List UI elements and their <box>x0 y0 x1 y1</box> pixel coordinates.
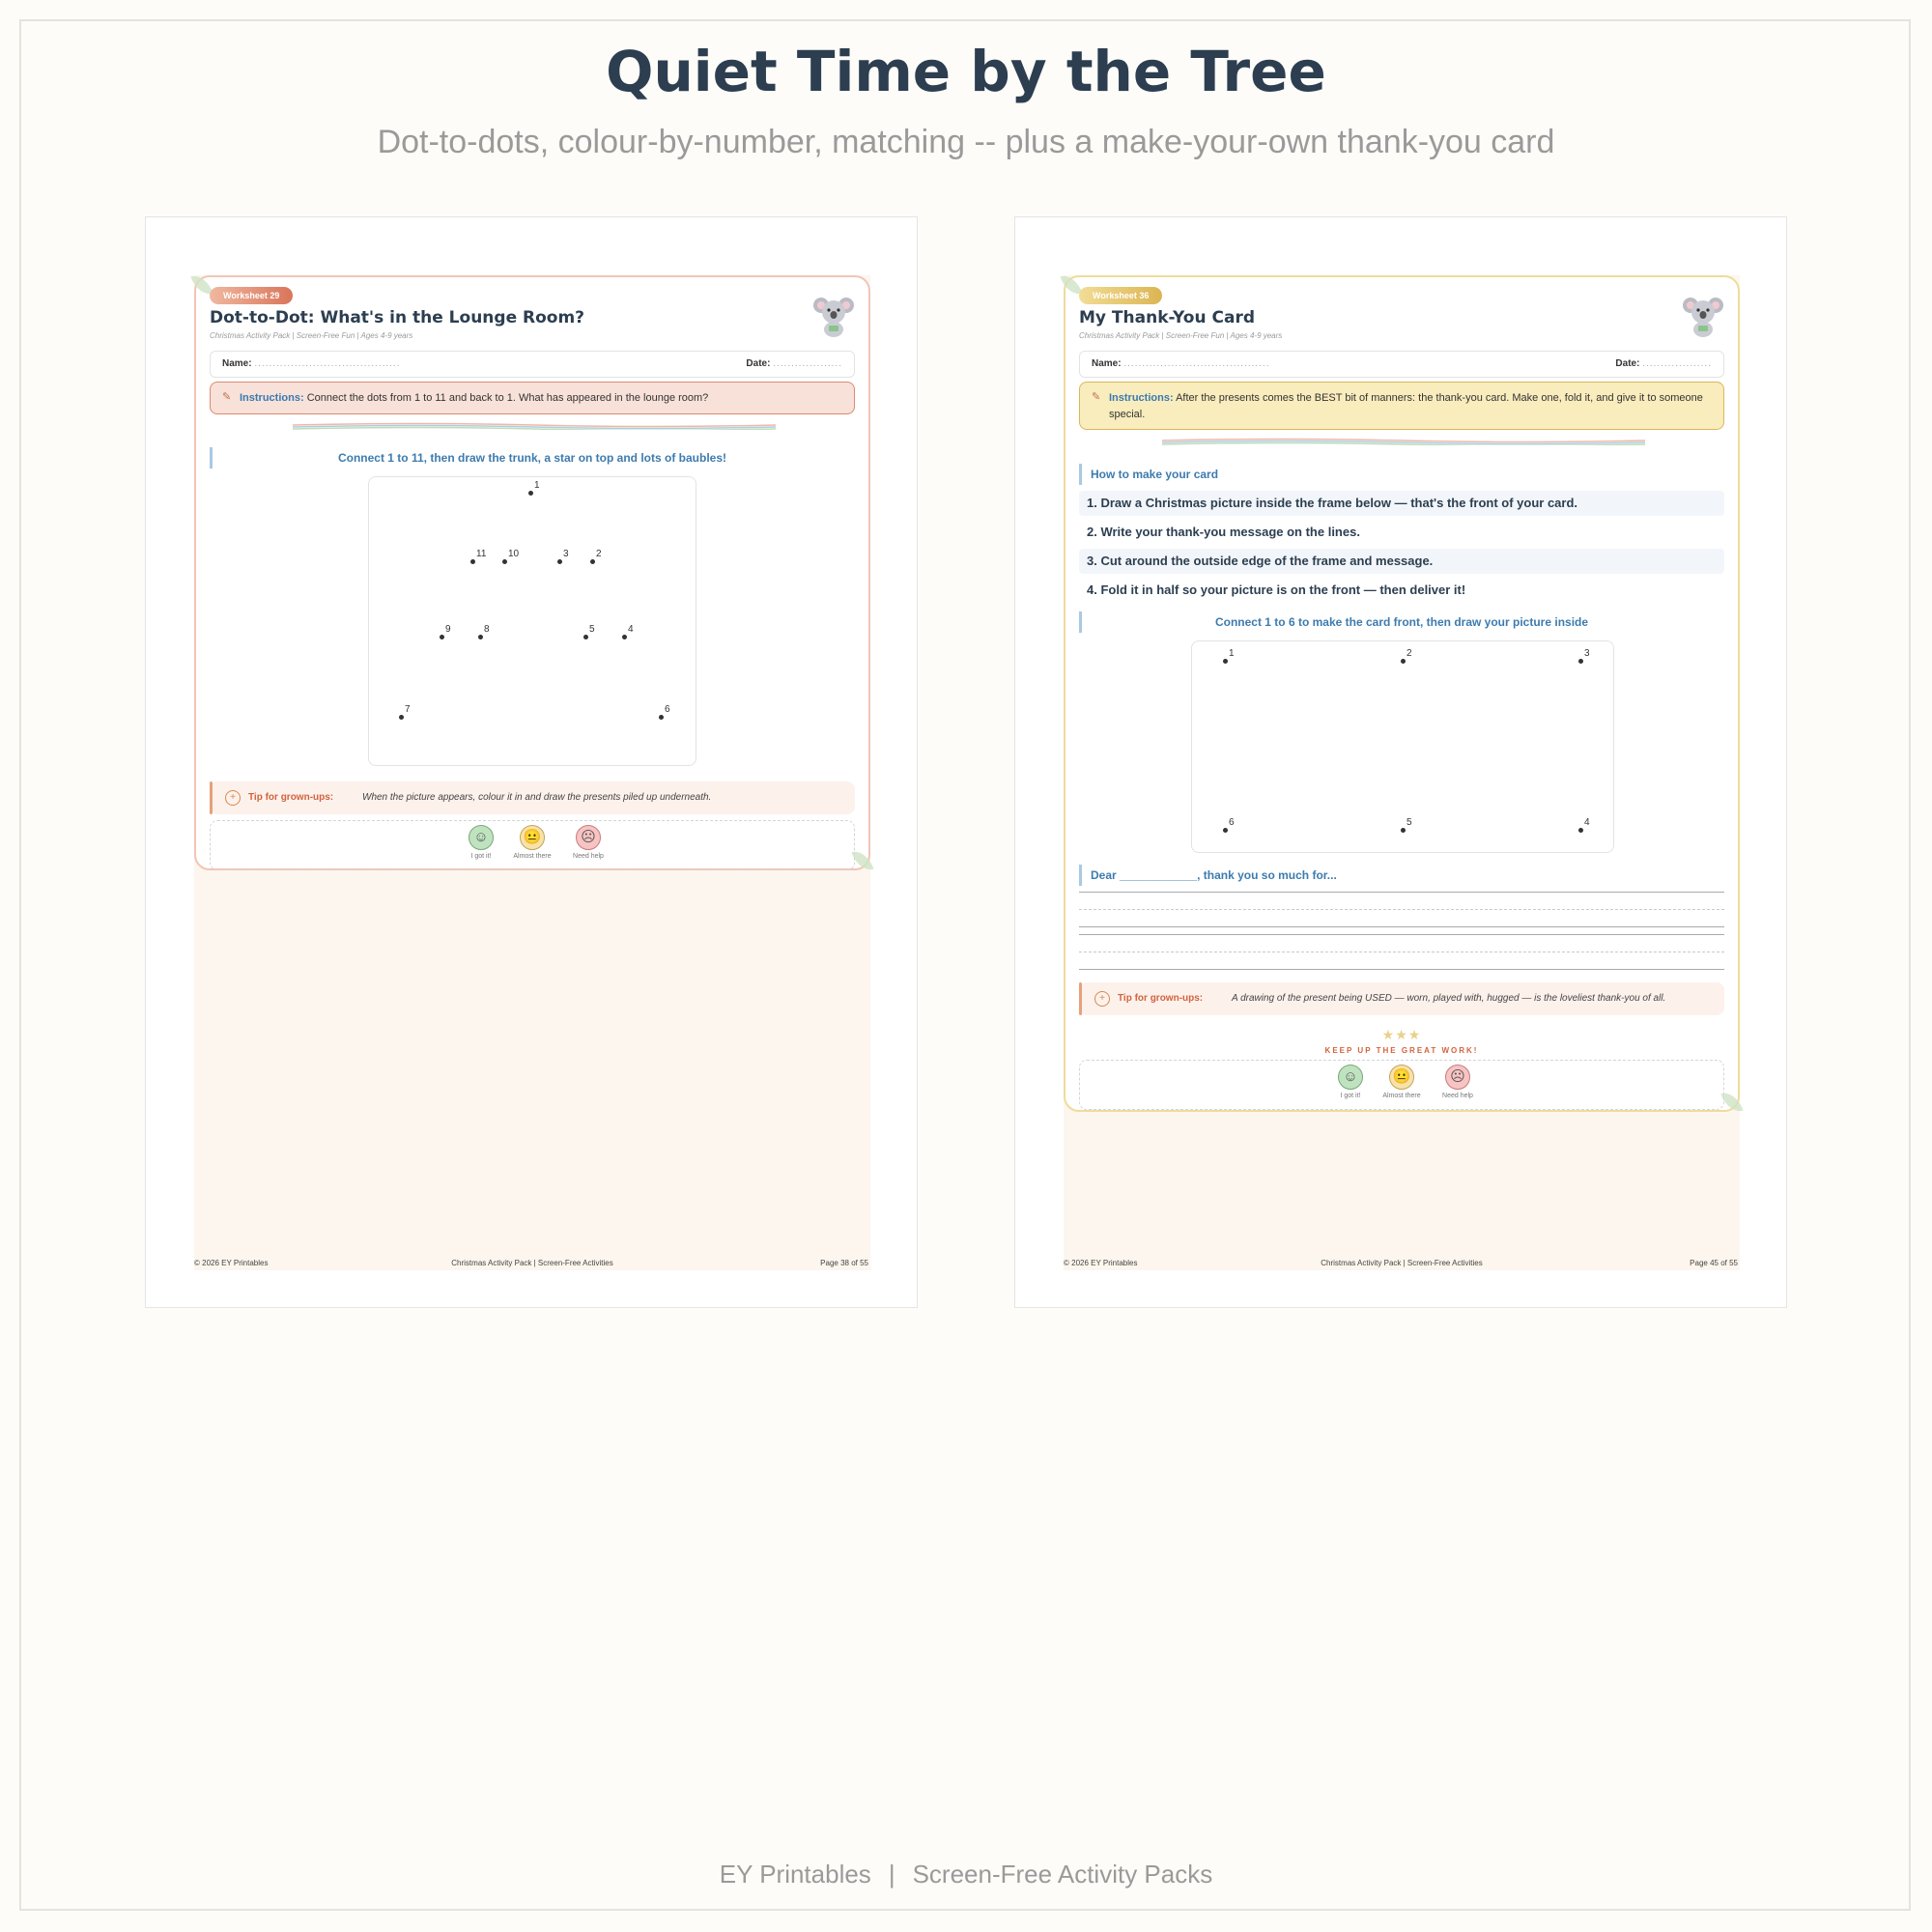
footer-tagline: Screen-Free Activity Packs <box>912 1860 1213 1889</box>
writing-line[interactable] <box>1079 926 1724 927</box>
dot-label-4: 4 <box>628 624 634 635</box>
pencil-icon: ✎ <box>1092 391 1101 403</box>
footer-brand: EY Printables <box>719 1860 871 1889</box>
dot-label-9: 9 <box>445 624 451 635</box>
date-field[interactable]: Date: ................... <box>1615 358 1712 369</box>
dot-label-6: 6 <box>665 704 670 715</box>
face-neutral[interactable]: 😐 Almost there <box>503 825 561 860</box>
dot-6 <box>1223 828 1228 833</box>
smile-icon: ☺ <box>469 825 494 850</box>
page-title: Quiet Time by the Tree <box>606 39 1326 104</box>
writing-line[interactable] <box>1079 934 1724 935</box>
dot-1 <box>1223 659 1228 664</box>
dot-9 <box>440 635 444 639</box>
worksheet-meta: Christmas Activity Pack | Screen-Free Fun | Ages 4-9 years <box>1079 331 1283 340</box>
koala-mascot-icon <box>812 295 855 337</box>
dot-label-8: 8 <box>484 624 490 635</box>
card-front-dot-area[interactable] <box>1191 640 1614 853</box>
neutral-face-icon: 😐 <box>520 825 545 850</box>
dot-label-5: 5 <box>589 624 595 635</box>
dot-label-2: 2 <box>596 549 602 559</box>
site-footer <box>0 1860 1932 1889</box>
self-assessment <box>210 820 855 870</box>
page-footer-center: Christmas Activity Pack | Screen-Free Activities <box>1321 1259 1483 1267</box>
face-happy[interactable]: ☺ I got it! <box>1321 1065 1379 1099</box>
dot-4 <box>1578 828 1583 833</box>
page-subtitle: Dot-to-dots, colour-by-number, matching -- plus a make-your-own thank-you card <box>377 124 1555 160</box>
dot-label-11: 11 <box>476 549 487 559</box>
stars-icon: ★★★ <box>1381 1027 1422 1042</box>
activity-heading: Connect 1 to 6 to make the card front, then draw your picture inside <box>1079 613 1724 633</box>
footer-separator: | <box>888 1860 895 1889</box>
worksheet-card <box>1064 275 1740 1112</box>
face-neutral[interactable]: 😐 Almost there <box>1373 1065 1431 1099</box>
page-footer-right: Page 38 of 55 <box>820 1259 868 1267</box>
dot-2 <box>590 559 595 564</box>
dot-3 <box>1578 659 1583 664</box>
instructions-box: ✎ Instructions: After the presents comes the BEST bit of manners: the thank-you card. Make one, fold it, and give it to someone special. <box>1079 382 1724 430</box>
writing-line[interactable] <box>1079 892 1724 893</box>
dot-label-10: 10 <box>508 549 520 559</box>
name-date-row <box>1079 351 1724 378</box>
dot-label-3: 3 <box>563 549 569 559</box>
step-2: 2. Write your thank-you message on the lines. <box>1087 525 1360 539</box>
dot-label-4: 4 <box>1584 817 1590 828</box>
dot-label-1: 1 <box>534 480 540 491</box>
dot-to-dot-area[interactable] <box>368 476 696 766</box>
dot-label-1: 1 <box>1229 648 1235 659</box>
worksheet-card <box>194 275 870 870</box>
dot-3 <box>557 559 562 564</box>
dot-7 <box>399 715 404 720</box>
worksheet-badge: Worksheet 29 <box>210 287 293 304</box>
wave-divider <box>293 422 776 430</box>
face-happy[interactable]: ☺ I got it! <box>452 825 510 860</box>
frown-icon: ☹ <box>576 825 601 850</box>
dot-label-6: 6 <box>1229 817 1235 828</box>
dot-label-7: 7 <box>405 704 411 715</box>
encouragement-text: KEEP UP THE GREAT WORK! <box>1324 1046 1479 1055</box>
instructions-box: ✎ Instructions: Connect the dots from 1 to 11 and back to 1. What has appeared in the lounge room? <box>210 382 855 414</box>
neutral-face-icon: 😐 <box>1389 1065 1414 1090</box>
steps-heading: How to make your card <box>1079 466 1724 485</box>
dot-1 <box>528 491 533 496</box>
step-3: 3. Cut around the outside edge of the frame and message. <box>1079 549 1724 574</box>
worksheet-title: Dot-to-Dot: What's in the Lounge Room? <box>210 308 585 327</box>
dot-10 <box>502 559 507 564</box>
worksheet-meta: Christmas Activity Pack | Screen-Free Fun | Ages 4-9 years <box>210 331 413 340</box>
step-4: 4. Fold it in half so your picture is on the front — then deliver it! <box>1087 582 1466 597</box>
page-footer-right: Page 45 of 55 <box>1690 1259 1738 1267</box>
dot-label-5: 5 <box>1406 817 1412 828</box>
writing-line[interactable] <box>1079 969 1724 970</box>
wave-divider <box>1162 438 1645 445</box>
face-sad[interactable]: ☹ Need help <box>1429 1065 1487 1099</box>
dot-5 <box>583 635 588 639</box>
name-date-row <box>210 351 855 378</box>
name-field[interactable]: Name: ........................................ <box>222 358 401 369</box>
dot-label-3: 3 <box>1584 648 1590 659</box>
koala-mascot-icon <box>1682 295 1724 337</box>
worksheet-badge: Worksheet 36 <box>1079 287 1162 304</box>
smile-icon: ☺ <box>1338 1065 1363 1090</box>
lightbulb-icon: + <box>1094 991 1110 1007</box>
pencil-icon: ✎ <box>222 391 232 403</box>
dot-11 <box>470 559 475 564</box>
worksheet-page-36 <box>1014 216 1787 1308</box>
tip-box: + Tip for grown-ups: A drawing of the present being USED — worn, played with, hugged — is the loveliest thank-you of all. <box>1079 982 1724 1015</box>
dot-2 <box>1401 659 1406 664</box>
dot-5 <box>1401 828 1406 833</box>
lightbulb-icon: + <box>225 790 241 806</box>
self-assessment <box>1079 1060 1724 1110</box>
worksheet-page-29 <box>145 216 918 1308</box>
name-field[interactable]: Name: ........................................ <box>1092 358 1270 369</box>
page-footer-left: © 2026 EY Printables <box>194 1259 269 1267</box>
page-footer-left: © 2026 EY Printables <box>1064 1259 1138 1267</box>
face-sad[interactable]: ☹ Need help <box>559 825 617 860</box>
tip-box: + Tip for grown-ups: When the picture appears, colour it in and draw the presents piled up underneath. <box>210 781 855 814</box>
message-heading: Dear ____________, thank you so much for... <box>1079 867 1724 886</box>
page-footer-center: Christmas Activity Pack | Screen-Free Activities <box>451 1259 613 1267</box>
activity-heading: Connect 1 to 11, then draw the trunk, a star on top and lots of baubles! <box>210 449 855 469</box>
dot-8 <box>478 635 483 639</box>
frown-icon: ☹ <box>1445 1065 1470 1090</box>
writing-guide-line <box>1079 909 1724 910</box>
step-1: 1. Draw a Christmas picture inside the frame below — that's the front of your card. <box>1079 491 1724 516</box>
dot-6 <box>659 715 664 720</box>
dot-4 <box>622 635 627 639</box>
date-field[interactable]: Date: ................... <box>746 358 842 369</box>
worksheet-title: My Thank-You Card <box>1079 308 1256 327</box>
dot-label-2: 2 <box>1406 648 1412 659</box>
